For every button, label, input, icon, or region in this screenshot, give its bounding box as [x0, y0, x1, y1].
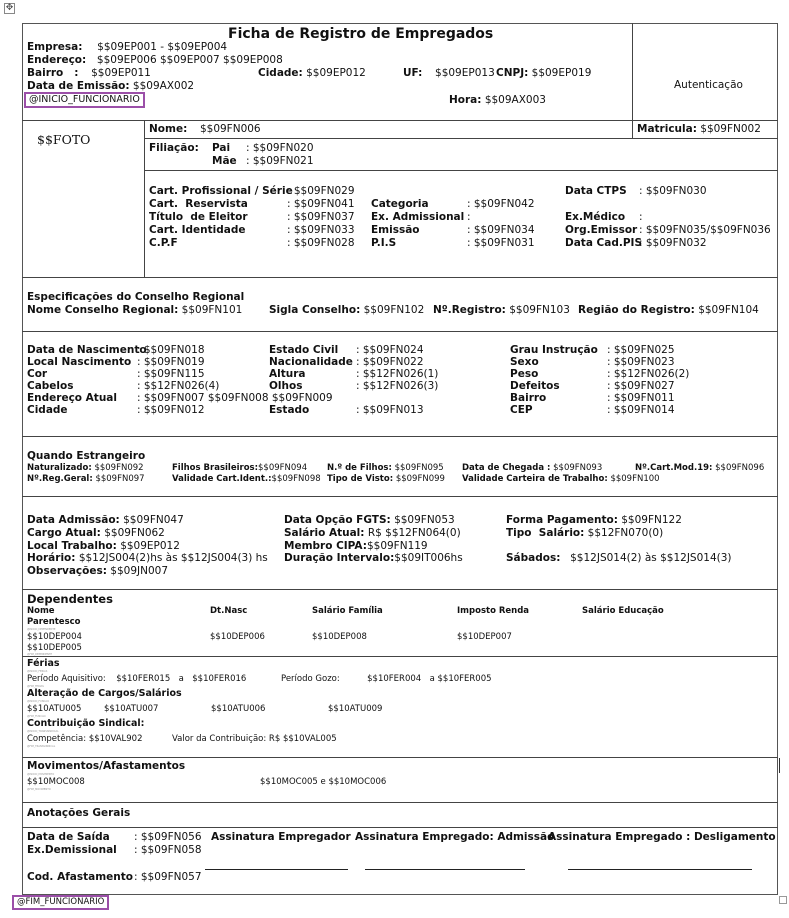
ex-demissional-label: Ex.Demissional	[27, 844, 117, 856]
n-filhos-label: N.º de Filhos:	[327, 463, 392, 473]
photo-placeholder: $$FOTO	[37, 132, 91, 147]
horario-field	[27, 552, 268, 565]
doc-value: : $$09FN041	[287, 198, 355, 210]
conselho-sigla-label: Sigla Conselho:	[269, 304, 361, 316]
salario-field	[284, 527, 461, 540]
conselho-registro-value: $$09FN103	[509, 304, 570, 316]
competencia-label: Competência:	[27, 734, 87, 744]
dependente-nome: $$10DEP004	[27, 632, 82, 642]
divider	[144, 138, 778, 139]
doc-value: : $$09FN034	[467, 224, 535, 236]
nome-label: Nome:	[149, 123, 188, 135]
doc-label: Emissão	[371, 224, 420, 236]
hora-label: Hora:	[449, 94, 482, 106]
local-trabalho-value: $$09EP012	[120, 540, 180, 552]
personal-value: : $$09FN007 $$09FN008 $$09FN009	[137, 392, 333, 404]
dependentes-col-salario-educacao: Salário Educação	[582, 606, 664, 616]
doc-label: Data CTPS	[565, 185, 627, 197]
dependente-imposto-renda: $$10DEP007	[457, 632, 512, 642]
cipa-label: Membro CIPA:	[284, 540, 367, 552]
divider	[144, 170, 778, 171]
matricula-label: Matricula:	[637, 123, 697, 135]
observacoes-label: Observações:	[27, 565, 107, 577]
data-saida-label: Data de Saída	[27, 831, 110, 843]
personal-label: Defeitos	[510, 380, 560, 392]
contribuicao-field	[172, 734, 337, 744]
alteracao-value: $$10ATU005	[27, 704, 82, 714]
conselho-regiao-label: Região do Registro:	[578, 304, 695, 316]
personal-label: CEP	[510, 404, 533, 416]
personal-label: Peso	[510, 368, 539, 380]
doc-label: P.I.S	[371, 237, 397, 249]
personal-label: Sexo	[510, 356, 539, 368]
competencia-value: $$10VAL902	[88, 734, 143, 744]
cart-mod-field	[635, 463, 764, 473]
horario-value: $$12JS004(2)hs às $$12JS004(3) hs	[78, 552, 268, 564]
fim-funcionario-marker: @FIM_FUNCIONARIO	[12, 895, 109, 910]
aquisitivo-from: $$10FER015	[116, 674, 171, 684]
matricula-field	[637, 123, 761, 136]
data-chegada-label: Data de Chegada :	[462, 463, 551, 473]
divider	[22, 120, 778, 121]
doc-label: Ex.Médico	[565, 211, 626, 223]
cod-afastamento-value: : $$09FN057	[134, 871, 202, 883]
sabados-value: $$12JS014(2) às $$12JS014(3)	[570, 552, 732, 564]
personal-label: Endereço Atual	[27, 392, 117, 404]
intervalo-field	[284, 552, 463, 565]
movimento-end-marker: @FIM_MOVIMENTO	[27, 788, 51, 791]
uf-value: $$09EP013	[435, 67, 495, 79]
data-emissao-row	[27, 80, 194, 93]
tipo-visto-field	[327, 474, 445, 484]
cargo-label: Cargo Atual:	[27, 527, 101, 539]
admissao-field	[27, 514, 184, 527]
cnpj-label: CNPJ:	[496, 67, 529, 79]
horario-label: Horário:	[27, 552, 76, 564]
alteracao-title: Alteração de Cargos/Salários	[27, 688, 182, 699]
doc-label: Org.Emissor	[565, 224, 638, 236]
naturalizado-field	[27, 463, 144, 473]
pai-value: : $$09FN020	[246, 142, 314, 154]
doc-value: : $$09FN032	[639, 237, 707, 249]
personal-value: : $$09FN023	[607, 356, 675, 368]
empresa-value: $$09EP001 - $$09EP004	[97, 41, 228, 53]
doc-value: :	[467, 211, 471, 223]
personal-label: Bairro	[510, 392, 547, 404]
cidade-value: $$09EP012	[306, 67, 366, 79]
doc-label: Ex. Admissional	[371, 211, 465, 223]
doc-value: : $$09FN037	[287, 211, 355, 223]
gozo-to: $$10FER005	[437, 674, 492, 684]
filhos-brasileiros-field	[172, 463, 307, 473]
assinatura-desligamento-line	[568, 869, 752, 870]
doc-value: : $$09FN029	[287, 185, 355, 197]
divider	[22, 436, 778, 437]
validade-ident-label: Validade Cart.Ident.:	[172, 474, 272, 484]
hora-value: $$09AX003	[484, 94, 546, 106]
divider	[22, 277, 778, 278]
endereco-value: $$09EP006 $$09EP007 $$09EP008	[96, 54, 283, 66]
personal-value: : $$12FN026(4)	[137, 380, 220, 392]
conselho-nome-label: Nome Conselho Regional:	[27, 304, 179, 316]
dependentes-col-salario-familia: Salário Família	[312, 606, 383, 616]
n-filhos-value: $$09FN095	[394, 463, 444, 473]
alteracao-start-marker: @INICIO_FUNCAO	[27, 700, 50, 703]
intervalo-label: Duração Intervalo:	[284, 552, 395, 564]
validade-trab-label: Validade Carteira de Trabalho:	[462, 474, 608, 484]
aquisitivo-to: $$10FER016	[192, 674, 247, 684]
dependentes-col-dtnasc: Dt.Nasc	[210, 606, 248, 616]
doc-label: C.P.F	[149, 237, 178, 249]
dependente-dtnasc: $$10DEP006	[210, 632, 265, 642]
endereco-row	[27, 54, 283, 67]
filhos-brasileiros-value: $$09FN094	[258, 463, 308, 473]
personal-label: Cabelos	[27, 380, 74, 392]
alteracao-value: $$10ATU007	[104, 704, 159, 714]
divider	[22, 802, 778, 803]
ferias-start-marker: @INICIO_FERIAS	[27, 670, 48, 673]
pagamento-field	[506, 514, 682, 527]
movimento-code: $$10MOC008	[27, 777, 85, 787]
personal-label: Grau Instrução	[510, 344, 598, 356]
personal-label: Estado Civil	[269, 344, 339, 356]
hora-field	[449, 94, 546, 107]
doc-label: Categoria	[371, 198, 429, 210]
page-title: Ficha de Registro de Empregados	[228, 26, 494, 42]
doc-label: Cart. Reservista	[149, 198, 248, 210]
reg-geral-field	[27, 474, 145, 484]
conselho-registro-label: Nº.Registro:	[433, 304, 506, 316]
personal-value: : $$12FN026(1)	[356, 368, 439, 380]
doc-value: : $$09FN030	[639, 185, 707, 197]
fgts-label: Data Opção FGTS:	[284, 514, 391, 526]
cnpj-field	[496, 67, 591, 80]
personal-value: : $$09FN014	[607, 404, 675, 416]
admissao-value: $$09FN047	[123, 514, 184, 526]
divider	[632, 120, 633, 138]
bairro-value: $$09EP011	[91, 67, 151, 79]
personal-value: : $$12FN026(2)	[607, 368, 690, 380]
inicio-funcionario-marker: @INICIO_FUNCIONARIO	[24, 92, 145, 108]
dependentes-title: Dependentes	[27, 592, 113, 606]
table-resize-handle-icon[interactable]	[779, 896, 787, 904]
alteracao-value: $$10ATU006	[211, 704, 266, 714]
doc-value: : $$09FN028	[287, 237, 355, 249]
uf-field	[403, 67, 495, 80]
estrangeiro-title: Quando Estrangeiro	[27, 450, 146, 462]
sindical-title: Contribuição Sindical:	[27, 718, 145, 729]
salario-value: R$ $$12FN064(0)	[367, 527, 461, 539]
movimento-period: $$10MOC005 e $$10MOC006	[260, 777, 387, 787]
doc-label: Cart. Identidade	[149, 224, 246, 236]
cart-mod-value: $$09FN096	[715, 463, 765, 473]
intervalo-value: $$09IT006hs	[394, 552, 463, 564]
divider	[22, 331, 778, 332]
doc-value: : $$09FN033	[287, 224, 355, 236]
personal-value: : $$09FN011	[607, 392, 675, 404]
competencia-field	[27, 734, 143, 744]
ex-demissional-value: : $$09FN058	[134, 844, 202, 856]
personal-value: : $$09FN025	[607, 344, 675, 356]
cipa-value: $$09FN119	[366, 540, 428, 552]
assinatura-empregador-line	[205, 869, 348, 870]
doc-label: Título de Eleitor	[149, 211, 248, 223]
anotacoes-title: Anotações Gerais	[27, 807, 131, 819]
mae-value: : $$09FN021	[246, 155, 314, 167]
ferias-row	[27, 674, 246, 684]
cart-mod-label: Nº.Cart.Mod.19:	[635, 463, 713, 473]
divider	[144, 120, 145, 277]
doc-label: Cart. Profissional / Série	[149, 185, 293, 197]
gozo-sep: a	[429, 674, 435, 684]
dependente-salario-familia: $$10DEP008	[312, 632, 367, 642]
personal-label: Local Nascimento	[27, 356, 132, 368]
sabados-label: Sábados:	[506, 552, 561, 564]
alteracao-value: $$10ATU009	[328, 704, 383, 714]
uf-label: UF:	[403, 67, 423, 79]
mae-label: Mãe	[212, 155, 237, 167]
assinatura-admissao-line	[365, 869, 525, 870]
observacoes-field	[27, 565, 168, 578]
validade-ident-field	[172, 474, 321, 484]
gozo-label: Período Gozo:	[281, 674, 340, 684]
assinatura-desligamento-label: Assinatura Empregado : Desligamento	[548, 831, 776, 843]
matricula-value: $$09FN002	[700, 123, 761, 135]
data-chegada-value: $$09FN093	[553, 463, 603, 473]
data-emissao-label: Data de Emissão:	[27, 80, 130, 92]
tipo-visto-label: Tipo de Visto:	[327, 474, 394, 484]
assinatura-admissao-label: Assinatura Empregado: Admissão	[355, 831, 555, 843]
personal-label: Olhos	[269, 380, 303, 392]
local-trabalho-label: Local Trabalho:	[27, 540, 117, 552]
personal-value: : $$09FN013	[356, 404, 424, 416]
conselho-nome-value: $$09FN101	[181, 304, 243, 316]
cidade-field	[258, 67, 366, 80]
autenticacao-label: Autenticação	[674, 79, 743, 91]
table-move-handle-icon[interactable]: ✥	[5, 3, 14, 13]
bairro-label: Bairro :	[27, 67, 79, 79]
divider	[22, 757, 778, 758]
contribuicao-value: $$10VAL005	[282, 734, 337, 744]
personal-label: Cor	[27, 368, 48, 380]
divider	[22, 656, 778, 657]
cipa-field	[284, 540, 428, 553]
reg-geral-label: Nº.Reg.Geral:	[27, 474, 93, 484]
text-cursor	[779, 758, 780, 773]
doc-value: : $$09FN031	[467, 237, 535, 249]
dependente-end-marker: @FIM_DEPENDENTE	[27, 653, 53, 656]
endereco-label: Endereço:	[27, 54, 87, 66]
pagamento-value: $$09FN122	[621, 514, 682, 526]
naturalizado-label: Naturalizado:	[27, 463, 92, 473]
dependente-parentesco: $$10DEP005	[27, 643, 82, 653]
data-emissao-value: $$09AX002	[132, 80, 195, 92]
personal-value: : $$09FN018	[137, 344, 205, 356]
personal-label: Data de Nascimento	[27, 344, 147, 356]
local-trabalho-field	[27, 540, 180, 553]
fgts-value: $$09FN053	[394, 514, 455, 526]
tipo-salario-field	[506, 527, 663, 540]
data-saida-value: : $$09FN056	[134, 831, 202, 843]
doc-value: : $$09FN035/$$09FN036	[639, 224, 771, 236]
aquisitivo-label: Período Aquisitivo:	[27, 674, 106, 684]
conselho-nome-field	[27, 304, 242, 317]
data-chegada-field	[462, 463, 602, 473]
doc-value: : $$09FN042	[467, 198, 535, 210]
gozo-from: $$10FER004	[367, 674, 422, 684]
empresa-label: Empresa:	[27, 41, 83, 53]
movimentos-title: Movimentos/Afastamentos	[27, 760, 186, 772]
personal-value: : $$09FN115	[137, 368, 205, 380]
divider	[22, 589, 778, 590]
conselho-registro-field	[433, 304, 570, 317]
observacoes-value: $$09JN007	[110, 565, 168, 577]
n-filhos-field	[327, 463, 444, 473]
personal-value: : $$09FN022	[356, 356, 424, 368]
assinatura-empregador-label: Assinatura Empregador	[211, 831, 351, 843]
cidade-label: Cidade:	[258, 67, 303, 79]
gozo-row	[281, 674, 492, 684]
validade-trab-field	[462, 474, 660, 484]
tipo-visto-value: $$09FN099	[395, 474, 445, 484]
tipo-salario-label: Tipo Salário:	[506, 527, 585, 539]
admissao-label: Data Admissão:	[27, 514, 120, 526]
dependentes-col-nome: Nome	[27, 606, 55, 616]
divider	[22, 496, 778, 497]
conselho-regiao-value: $$09FN104	[698, 304, 759, 316]
cod-afastamento-label: Cod. Afastamento	[27, 871, 133, 883]
divider	[22, 827, 778, 828]
sindical-start-marker: @INICIO_TRANSSINDICAL	[27, 730, 59, 733]
pagamento-label: Forma Pagamento:	[506, 514, 618, 526]
conselho-title: Especificações do Conselho Regional	[27, 291, 245, 303]
dependentes-col-parentesco: Parentesco	[27, 617, 81, 627]
bairro-row	[27, 67, 151, 80]
personal-label: Cidade	[27, 404, 68, 416]
filiacao-label: Filiação:	[149, 142, 199, 154]
doc-label: Data Cad.PIS	[565, 237, 643, 249]
empresa-row	[27, 41, 227, 54]
movimento-start-marker: @INICIO_MOVIMENTO	[27, 773, 55, 776]
tipo-salario-value: $$12FN070(0)	[587, 527, 664, 539]
filhos-brasileiros-label: Filhos Brasileiros:	[172, 463, 259, 473]
personal-label: Altura	[269, 368, 306, 380]
conselho-sigla-field	[269, 304, 424, 317]
alteracao-end-marker: @FIM_FUNCAO	[27, 715, 46, 718]
validade-trab-value: $$09FN100	[610, 474, 660, 484]
conselho-regiao-field	[578, 304, 759, 317]
conselho-sigla-value: $$09FN102	[363, 304, 425, 316]
dependente-start-marker: @INICIO_DEPENDENTE	[27, 628, 56, 631]
validade-ident-value: $$09FN098	[271, 474, 321, 484]
nome-value: $$09FN006	[199, 123, 261, 135]
contribuicao-label: Valor da Contribuição: R$	[172, 734, 281, 744]
nome-field	[149, 123, 261, 136]
ferias-title: Férias	[27, 658, 60, 669]
fgts-field	[284, 514, 455, 527]
pai-label: Pai	[212, 142, 231, 154]
personal-value: : $$09FN024	[356, 344, 424, 356]
aquisitivo-sep: a	[178, 674, 184, 684]
dependentes-col-imposto-renda: Imposto Renda	[457, 606, 530, 616]
divider	[632, 23, 633, 120]
cnpj-value: $$09EP019	[531, 67, 592, 79]
personal-value: : $$12FN026(3)	[356, 380, 439, 392]
salario-label: Salário Atual:	[284, 527, 365, 539]
personal-value: : $$09FN019	[137, 356, 205, 368]
cargo-value: $$09FN062	[104, 527, 165, 539]
cargo-field	[27, 527, 165, 540]
sindical-end-marker: @FIM_TRANSSINDICAL	[27, 745, 56, 748]
sabados-field	[506, 552, 732, 565]
naturalizado-value: $$09FN092	[94, 463, 144, 473]
personal-label: Estado	[269, 404, 310, 416]
personal-value: : $$09FN027	[607, 380, 675, 392]
doc-value: :	[639, 211, 643, 223]
personal-label: Nacionalidade	[269, 356, 353, 368]
personal-value: : $$09FN012	[137, 404, 205, 416]
reg-geral-value: $$09FN097	[95, 474, 145, 484]
ferias-end-marker: @FIM_FERIAS	[27, 685, 44, 688]
